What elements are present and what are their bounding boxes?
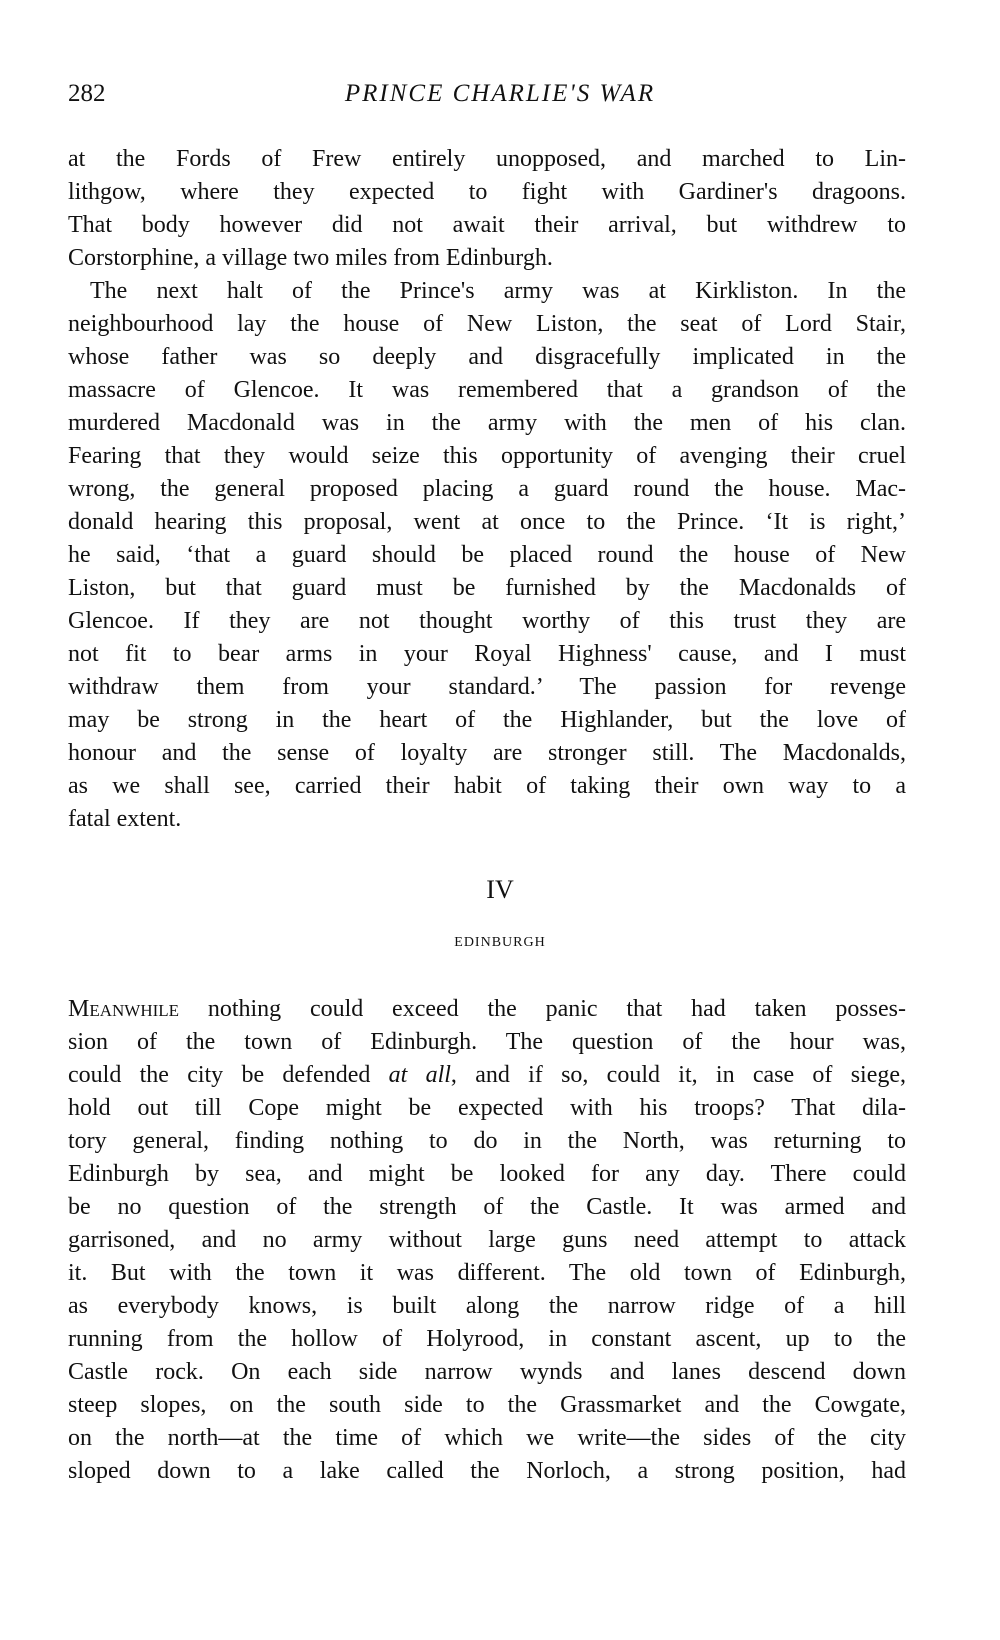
text-line: Corstorphine, a village two miles from Edinburgh.: [68, 245, 553, 271]
text-line: The next halt of the Prince's army was at Kirkliston. In the: [90, 278, 906, 304]
text-line: Liston, but that guard must be furnished by the Macdonalds of: [68, 575, 906, 601]
drop-word: Meanwhile: [68, 996, 180, 1022]
page-number: 282: [68, 80, 106, 107]
text-line: garrisoned, and no army without large guns need attempt to attack: [68, 1227, 906, 1253]
text-line: [68, 993, 906, 1026]
text-line: hold out till Cope might be expected with his troops? That dila-: [68, 1095, 906, 1121]
text-line: he said, ‘that a guard should be placed round the house of New: [68, 542, 906, 568]
text-line: at the Fords of Frew entirely unopposed, and marched to Lin-: [68, 146, 906, 172]
text-line: wrong, the general proposed placing a guard round the house. Mac-: [68, 476, 906, 502]
text-line: fatal extent.: [68, 806, 182, 832]
text-span: , and if so, could it, in case of siege,: [450, 1062, 906, 1088]
text-line: massacre of Glencoe. It was remembered that a grandson of the: [68, 377, 906, 403]
text-line: honour and the sense of loyalty are stronger still. The Macdonalds,: [68, 740, 906, 766]
text-line: be no question of the strength of the Castle. It was armed and: [68, 1194, 906, 1220]
text-line: sloped down to a lake called the Norloch, a strong position, had: [68, 1458, 906, 1484]
italic-emphasis: at all: [388, 1062, 451, 1088]
text-line: Glencoe. If they are not thought worthy of this trust they are: [68, 608, 906, 634]
chapter-title: EDINBURGH: [454, 935, 546, 950]
text-line: steep slopes, on the south side to the Grassmarket and the Cowgate,: [68, 1392, 906, 1418]
text-line: whose father was so deeply and disgracefully implicated in the: [68, 344, 906, 370]
text-line: withdraw them from your standard.’ The passion for revenge: [68, 674, 906, 700]
body-text-section-1: [68, 143, 906, 836]
text-line: murdered Macdonald was in the army with the men of his clan.: [68, 410, 906, 436]
text-line: tory general, finding nothing to do in the North, was returning to: [68, 1128, 906, 1154]
text-line: [68, 1059, 906, 1092]
text-span: nothing could exceed the panic that had taken posses-: [179, 996, 906, 1022]
text-line: Edinburgh by sea, and might be looked for any day. There could: [68, 1161, 906, 1187]
running-title: PRINCE CHARLIE'S WAR: [344, 80, 656, 107]
text-line: Castle rock. On each side narrow wynds and lanes descend down: [68, 1359, 906, 1385]
text-line: as we shall see, carried their habit of taking their own way to a: [68, 773, 906, 799]
text-line: donald hearing this proposal, went at once to the Prince. ‘It is right,’: [68, 509, 906, 535]
chapter-number: IV: [486, 875, 514, 904]
body-text-section-2: [68, 993, 906, 1488]
text-line: as everybody knows, is built along the narrow ridge of a hill: [68, 1293, 906, 1319]
text-line: sion of the town of Edinburgh. The question of the hour was,: [68, 1029, 906, 1055]
text-line: it. But with the town it was different. The old town of Edinburgh,: [68, 1260, 906, 1286]
text-line: neighbourhood lay the house of New Liston, the seat of Lord Stair,: [68, 311, 906, 337]
text-line: Fearing that they would seize this opportunity of avenging their cruel: [68, 443, 906, 469]
text-line: That body however did not await their arrival, but withdrew to: [68, 212, 906, 238]
text-line: may be strong in the heart of the Highlander, but the love of: [68, 707, 906, 733]
text-span: could the city be defended: [68, 1062, 389, 1088]
text-line: running from the hollow of Holyrood, in constant ascent, up to the: [68, 1326, 906, 1352]
text-line: not fit to bear arms in your Royal Highness' cause, and I must: [68, 641, 906, 667]
text-line: lithgow, where they expected to fight with Gardiner's dragoons.: [68, 179, 906, 205]
text-line: on the north—at the time of which we write—the sides of the city: [68, 1425, 906, 1451]
